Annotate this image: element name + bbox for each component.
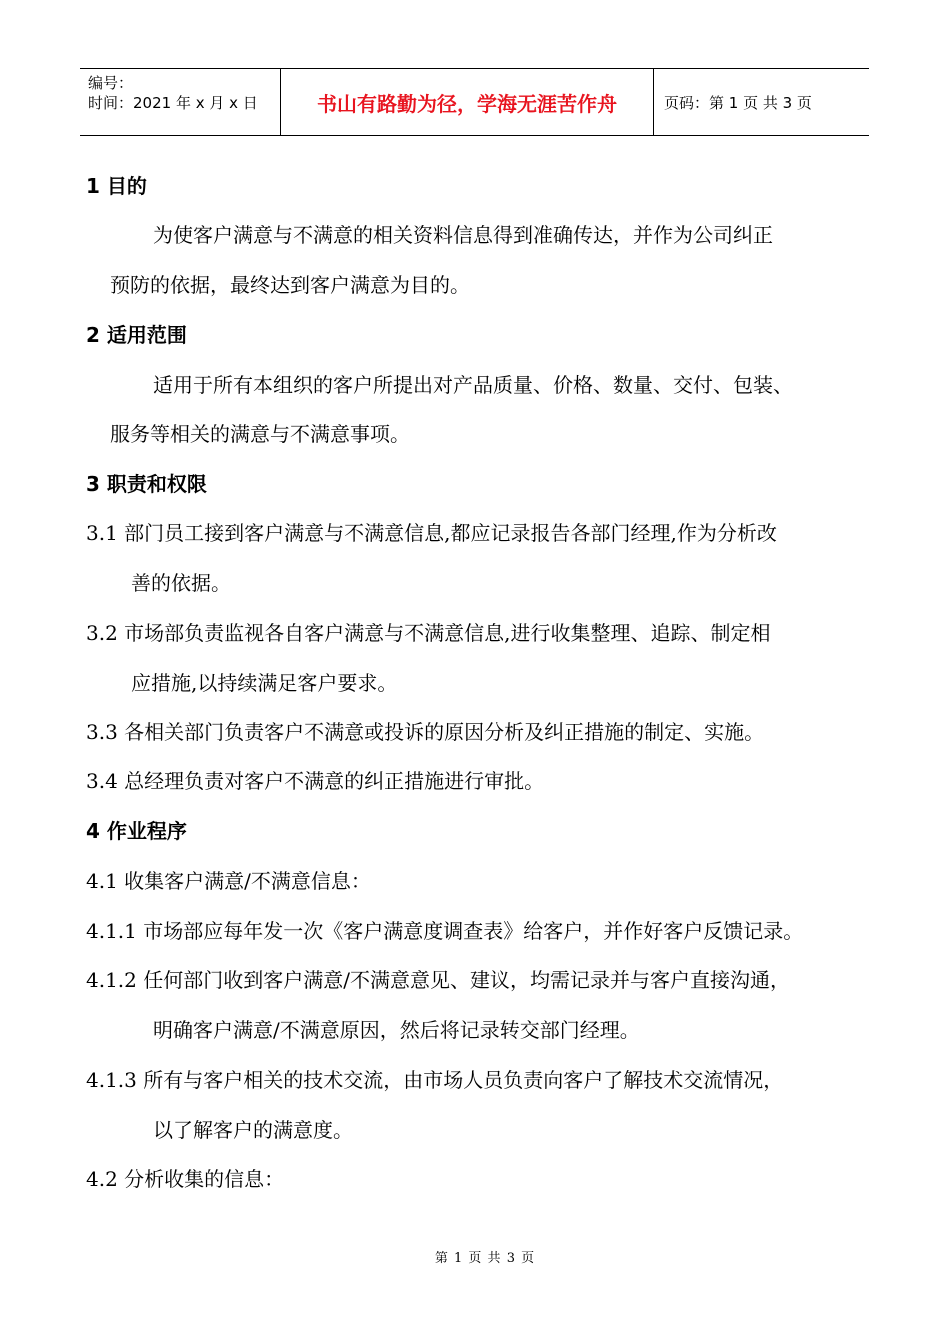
item-4-1: 4.1 收集客户满意/不满意信息： — [86, 869, 371, 893]
item-3-4: 3.4 总经理负责对客户不满意的纠正措施进行审批。 — [86, 769, 545, 793]
document-number-label: 编号： — [88, 74, 134, 92]
header-page-cell — [654, 69, 869, 135]
item-4-1-2-line-2: 明确客户满意/不满意原因，然后将记录转交部门经理。 — [153, 1018, 640, 1042]
item-4-1-2-line-1: 4.1.2 任何部门收到客户满意/不满意意见、建议，均需记录并与客户直接沟通， — [86, 968, 790, 992]
section-2-paragraph-line-1: 适用于所有本组织的客户所提出对产品质量、价格、数量、交付、包装、 — [153, 373, 793, 397]
item-4-2: 4.2 分析收集的信息： — [86, 1167, 285, 1191]
item-3-1-line-2: 善的依据。 — [131, 571, 231, 595]
page-footer: 第 1 页 共 3 页 — [434, 1251, 536, 1266]
item-3-1-line-1: 3.1 部门员工接到客户满意与不满意信息,都应记录报告各部门经理,作为分析改 — [86, 521, 777, 545]
header-motto-cell — [281, 69, 654, 135]
document-date-label: 时间：2021 年 x 月 x 日 — [88, 94, 258, 112]
section-2-paragraph-line-2: 服务等相关的满意与不满意事项。 — [110, 422, 410, 446]
header-page-info: 页码：第 1 页 共 3 页 — [664, 93, 812, 112]
item-4-1-3-line-1: 4.1.3 所有与客户相关的技术交流，由市场人员负责向客户了解技术交流情况， — [86, 1068, 784, 1092]
document-header — [80, 68, 869, 136]
section-1-paragraph-line-2: 预防的依据，最终达到客户满意为目的。 — [110, 273, 470, 297]
header-motto: 书山有路勤为径，学海无涯苦作舟 — [317, 91, 617, 116]
item-4-1-3-line-2: 以了解客户的满意度。 — [153, 1118, 353, 1142]
section-3-title: 3 职责和权限 — [86, 472, 207, 496]
item-3-2-line-1: 3.2 市场部负责监视各自客户满意与不满意信息,进行收集整理、追踪、制定相 — [86, 621, 771, 645]
section-2-title: 2 适用范围 — [86, 323, 187, 347]
header-meta-cell — [80, 69, 281, 135]
item-4-1-1: 4.1.1 市场部应每年发一次《客户满意度调查表》给客户，并作好客户反馈记录。 — [86, 919, 804, 943]
item-3-3: 3.3 各相关部门负责客户不满意或投诉的原因分析及纠正措施的制定、实施。 — [86, 720, 765, 744]
item-3-2-line-2: 应措施,以持续满足客户要求。 — [131, 671, 398, 695]
section-4-title: 4 作业程序 — [86, 819, 187, 843]
section-1-paragraph-line-1: 为使客户满意与不满意的相关资料信息得到准确传达，并作为公司纠正 — [153, 223, 773, 247]
section-1-title: 1 目的 — [86, 174, 147, 198]
